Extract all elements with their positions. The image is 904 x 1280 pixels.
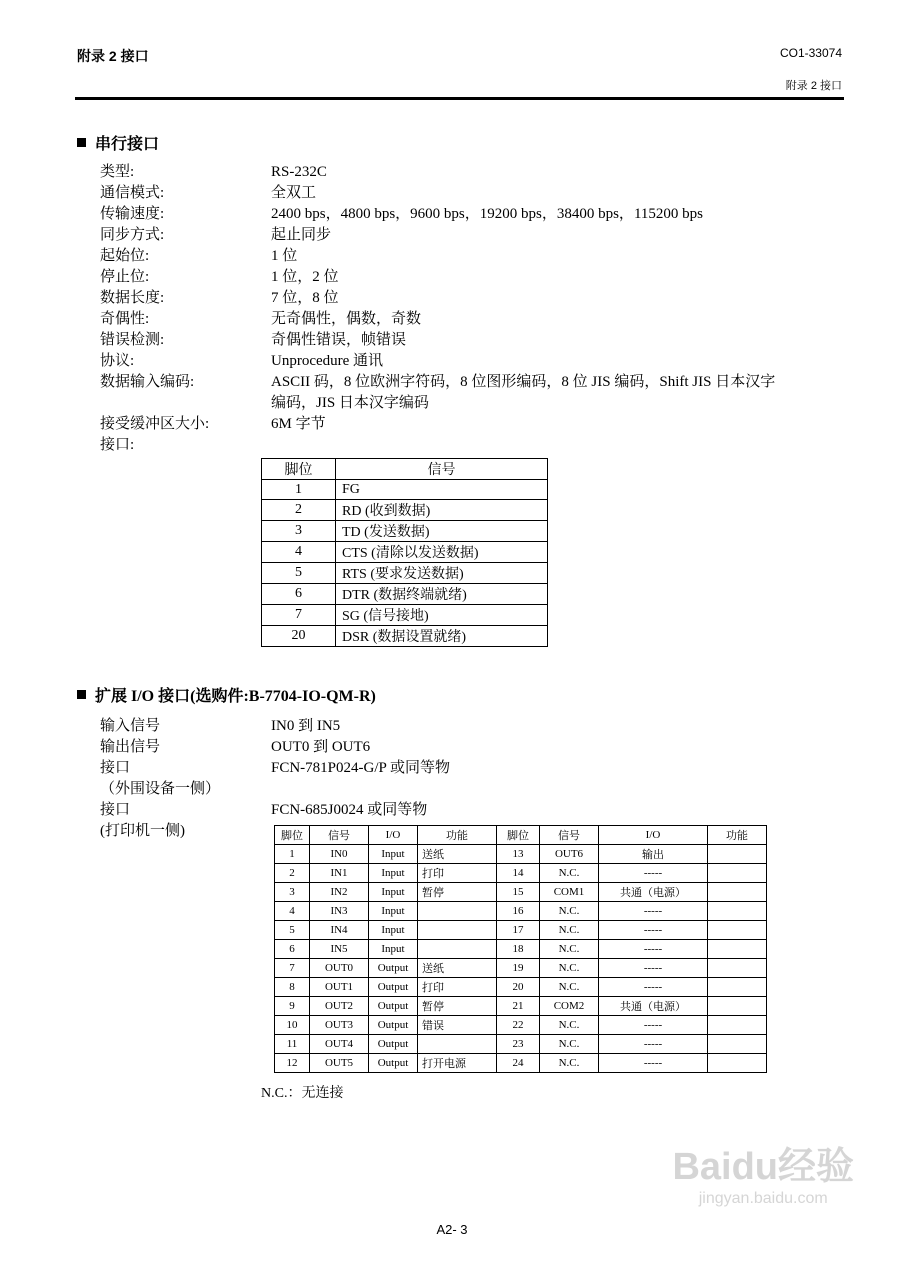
header-signal: 信号 (540, 826, 599, 845)
signal-cell: N.C. (540, 1035, 599, 1054)
function-cell (708, 864, 767, 883)
pin-cell: 3 (262, 521, 336, 542)
table-row (262, 480, 548, 500)
table-row (275, 921, 767, 940)
spec-row (100, 288, 841, 309)
function-cell (708, 845, 767, 864)
serial-section-heading (77, 131, 159, 154)
function-cell: 送纸 (418, 959, 497, 978)
serial-spec-list (100, 162, 841, 456)
table-row (275, 883, 767, 902)
spec-value (271, 779, 841, 800)
signal-cell: OUT0 (310, 959, 369, 978)
function-cell (708, 902, 767, 921)
spec-row (100, 779, 841, 800)
io-pin-table (274, 825, 767, 1073)
signal-cell: N.C. (540, 1016, 599, 1035)
square-bullet-icon (77, 690, 86, 699)
spec-row (100, 309, 841, 330)
pin-cell: 1 (275, 845, 310, 864)
function-cell (708, 921, 767, 940)
signal-cell: TD (发送数据) (336, 521, 548, 542)
pin-cell: 14 (497, 864, 540, 883)
baidu-watermark (672, 1135, 854, 1208)
pin-cell: 20 (262, 626, 336, 647)
function-cell: 暂停 (418, 883, 497, 902)
spec-row (100, 267, 841, 288)
spec-row (100, 737, 841, 758)
io-cell: Output (369, 959, 418, 978)
function-cell (708, 940, 767, 959)
header-io: I/O (599, 826, 708, 845)
header-pin: 脚位 (497, 826, 540, 845)
io-cell: Output (369, 1054, 418, 1073)
table-row (262, 626, 548, 647)
spec-row (100, 800, 841, 821)
pin-cell: 11 (275, 1035, 310, 1054)
signal-cell: IN5 (310, 940, 369, 959)
pin-cell: 8 (275, 978, 310, 997)
spec-row (100, 351, 841, 372)
pin-cell: 23 (497, 1035, 540, 1054)
spec-value: 起止同步 (271, 227, 332, 243)
table-row (275, 940, 767, 959)
table-row (275, 1016, 767, 1035)
pin-cell: 2 (262, 500, 336, 521)
signal-cell: OUT4 (310, 1035, 369, 1054)
io-cell: 输出 (599, 845, 708, 864)
spec-value (271, 435, 841, 456)
table-row (262, 605, 548, 626)
spec-label: 错误检测: (100, 332, 165, 348)
io-cell: ----- (599, 864, 708, 883)
table-row (262, 563, 548, 584)
spec-row (100, 414, 841, 435)
spec-label: 通信模式: (100, 185, 165, 201)
table-row (275, 959, 767, 978)
table-row (262, 584, 548, 605)
pin-cell: 1 (262, 480, 336, 500)
serial-section-title: 串行接口 (95, 136, 160, 153)
spec-label: 输入信号 (100, 718, 161, 734)
spec-value: 2400 bps，4800 bps，9600 bps，19200 bps，38400 bps，115200 bps (271, 206, 703, 222)
spec-label: (打印机一侧) (100, 823, 185, 839)
spec-value: 7 位，8 位 (271, 290, 339, 306)
function-cell (708, 997, 767, 1016)
io-cell: ----- (599, 1016, 708, 1035)
spec-label: 协议: (100, 353, 135, 369)
nc-note: N.C.：无连接 (261, 1086, 344, 1101)
spec-row (100, 716, 841, 737)
function-cell: 错误 (418, 1016, 497, 1035)
spec-label: 奇偶性: (100, 311, 150, 327)
watermark-brand: Baidu经验 (672, 1146, 854, 1188)
spec-row (100, 435, 841, 456)
signal-cell: OUT6 (540, 845, 599, 864)
signal-cell: OUT1 (310, 978, 369, 997)
signal-cell: CTS (清除以发送数据) (336, 542, 548, 563)
header-signal: 信号 (310, 826, 369, 845)
io-cell: Input (369, 864, 418, 883)
io-cell: Input (369, 845, 418, 864)
spec-row (100, 372, 841, 393)
function-cell (708, 1016, 767, 1035)
spec-label: 数据长度: (100, 290, 165, 306)
square-bullet-icon (77, 138, 86, 147)
io-cell: Input (369, 921, 418, 940)
pin-cell: 10 (275, 1016, 310, 1035)
spec-row (100, 225, 841, 246)
spec-label: 类型: (100, 164, 135, 180)
pin-cell: 7 (275, 959, 310, 978)
spec-value: 6M 字节 (271, 416, 326, 432)
header-function: 功能 (418, 826, 497, 845)
spec-value: Unprocedure 通讯 (271, 353, 384, 369)
function-cell (708, 1054, 767, 1073)
function-cell: 送纸 (418, 845, 497, 864)
spec-value: 无奇偶性，偶数，奇数 (271, 311, 422, 327)
pin-cell: 19 (497, 959, 540, 978)
header-function: 功能 (708, 826, 767, 845)
spec-label (100, 393, 271, 414)
function-cell: 打开电源 (418, 1054, 497, 1073)
page-number: A2- 3 (436, 1222, 468, 1237)
spec-label: 起始位: (100, 248, 150, 264)
signal-cell: N.C. (540, 864, 599, 883)
signal-cell: DSR (数据设置就绪) (336, 626, 548, 647)
table-row (262, 542, 548, 563)
spec-value: ASCII 码，8 位欧洲字符码，8 位图形编码，8 位 JIS 编码，Shift JIS 日本汉字 (271, 374, 776, 390)
table-row (262, 521, 548, 542)
spec-label: 接口: (100, 437, 135, 453)
function-cell (708, 883, 767, 902)
spec-value: OUT0 到 OUT6 (271, 739, 371, 755)
io-cell: ----- (599, 1054, 708, 1073)
table-row (275, 1054, 767, 1073)
header-section-title: 附录 2 接口 (77, 48, 149, 64)
function-cell (418, 902, 497, 921)
pin-cell: 4 (262, 542, 336, 563)
signal-cell: IN3 (310, 902, 369, 921)
signal-cell: FG (336, 480, 548, 500)
io-cell: ----- (599, 978, 708, 997)
header-pin: 脚位 (275, 826, 310, 845)
spec-value: 编码，JIS 日本汉字编码 (271, 395, 429, 411)
spec-value: 奇偶性错误，帧错误 (271, 332, 407, 348)
table-header-row (275, 826, 767, 845)
pin-cell: 6 (262, 584, 336, 605)
pin-cell: 20 (497, 978, 540, 997)
signal-cell: IN4 (310, 921, 369, 940)
header-io: I/O (369, 826, 418, 845)
pin-cell: 17 (497, 921, 540, 940)
spec-value: IN0 到 IN5 (271, 718, 341, 734)
pin-cell: 12 (275, 1054, 310, 1073)
header-signal: 信号 (336, 459, 548, 480)
spec-row (100, 183, 841, 204)
pin-cell: 18 (497, 940, 540, 959)
signal-cell: COM2 (540, 997, 599, 1016)
serial-pin-table (261, 458, 548, 647)
spec-value: FCN-781P024-G/P 或同等物 (271, 760, 451, 776)
signal-cell: N.C. (540, 902, 599, 921)
signal-cell: RTS (要求发送数据) (336, 563, 548, 584)
table-row (275, 1035, 767, 1054)
function-cell (708, 959, 767, 978)
signal-cell: OUT5 (310, 1054, 369, 1073)
spec-row (100, 204, 841, 225)
pin-cell: 24 (497, 1054, 540, 1073)
io-cell: Output (369, 978, 418, 997)
spec-label: （外围设备一侧） (100, 781, 221, 797)
io-cell: ----- (599, 959, 708, 978)
signal-cell: OUT3 (310, 1016, 369, 1035)
signal-cell: N.C. (540, 978, 599, 997)
function-cell (708, 978, 767, 997)
table-header-row (262, 459, 548, 480)
io-cell: 共通（电源） (599, 997, 708, 1016)
spec-value: 1 位 (271, 248, 298, 264)
spec-label: 传输速度: (100, 206, 165, 222)
function-cell (418, 1035, 497, 1054)
spec-label: 停止位: (100, 269, 150, 285)
io-cell: Input (369, 940, 418, 959)
function-cell: 暂停 (418, 997, 497, 1016)
header-subtitle: 附录 2 接口 (785, 80, 842, 92)
spec-value: FCN-685J0024 或同等物 (271, 802, 428, 818)
pin-cell: 21 (497, 997, 540, 1016)
io-cell: Output (369, 1035, 418, 1054)
pin-cell: 16 (497, 902, 540, 921)
pin-cell: 6 (275, 940, 310, 959)
spec-label: 接口 (100, 802, 131, 818)
function-cell: 打印 (418, 864, 497, 883)
signal-cell: N.C. (540, 921, 599, 940)
header-doc-code: CO1-33074 (779, 46, 842, 60)
pin-cell: 22 (497, 1016, 540, 1035)
spec-value: 1 位，2 位 (271, 269, 339, 285)
spec-label: 接受缓冲区大小: (100, 416, 210, 432)
pin-cell: 13 (497, 845, 540, 864)
io-cell: ----- (599, 940, 708, 959)
function-cell (708, 1035, 767, 1054)
pin-cell: 15 (497, 883, 540, 902)
spec-row (100, 330, 841, 351)
expansion-section-heading (77, 683, 376, 706)
table-row (275, 845, 767, 864)
io-cell: Input (369, 902, 418, 921)
pin-cell: 5 (262, 563, 336, 584)
spec-value: 全双工 (271, 185, 317, 201)
table-row (275, 864, 767, 883)
pin-cell: 5 (275, 921, 310, 940)
io-cell: Input (369, 883, 418, 902)
pin-cell: 2 (275, 864, 310, 883)
table-row (275, 978, 767, 997)
header-pin: 脚位 (262, 459, 336, 480)
function-cell (418, 921, 497, 940)
function-cell (418, 940, 497, 959)
signal-cell: SG (信号接地) (336, 605, 548, 626)
signal-cell: DTR (数据终端就绪) (336, 584, 548, 605)
expansion-section-title: 扩展 I/O 接口(选购件:B-7704-IO-QM-R) (95, 688, 376, 705)
spec-row (100, 758, 841, 779)
signal-cell: OUT2 (310, 997, 369, 1016)
table-row (262, 500, 548, 521)
io-cell: 共通（电源） (599, 883, 708, 902)
pin-cell: 7 (262, 605, 336, 626)
spec-value: RS-232C (271, 164, 327, 180)
spec-label: 数据输入编码: (100, 374, 195, 390)
spec-label: 输出信号 (100, 739, 161, 755)
spec-label: 接口 (100, 760, 131, 776)
signal-cell: IN2 (310, 883, 369, 902)
signal-cell: N.C. (540, 940, 599, 959)
table-row (275, 902, 767, 921)
io-cell: ----- (599, 902, 708, 921)
signal-cell: COM1 (540, 883, 599, 902)
spec-row (100, 246, 841, 267)
header-rule (75, 97, 844, 100)
expansion-spec-list (100, 716, 841, 842)
watermark-url: jingyan.baidu.com (698, 1190, 828, 1207)
io-cell: ----- (599, 1035, 708, 1054)
table-row (275, 997, 767, 1016)
pin-cell: 9 (275, 997, 310, 1016)
spec-row (100, 393, 841, 414)
signal-cell: IN1 (310, 864, 369, 883)
spec-row (100, 162, 841, 183)
function-cell: 打印 (418, 978, 497, 997)
io-cell: Output (369, 997, 418, 1016)
spec-label: 同步方式: (100, 227, 165, 243)
signal-cell: N.C. (540, 1054, 599, 1073)
pin-cell: 3 (275, 883, 310, 902)
signal-cell: RD (收到数据) (336, 500, 548, 521)
signal-cell: N.C. (540, 959, 599, 978)
signal-cell: IN0 (310, 845, 369, 864)
io-cell: Output (369, 1016, 418, 1035)
io-cell: ----- (599, 921, 708, 940)
pin-cell: 4 (275, 902, 310, 921)
